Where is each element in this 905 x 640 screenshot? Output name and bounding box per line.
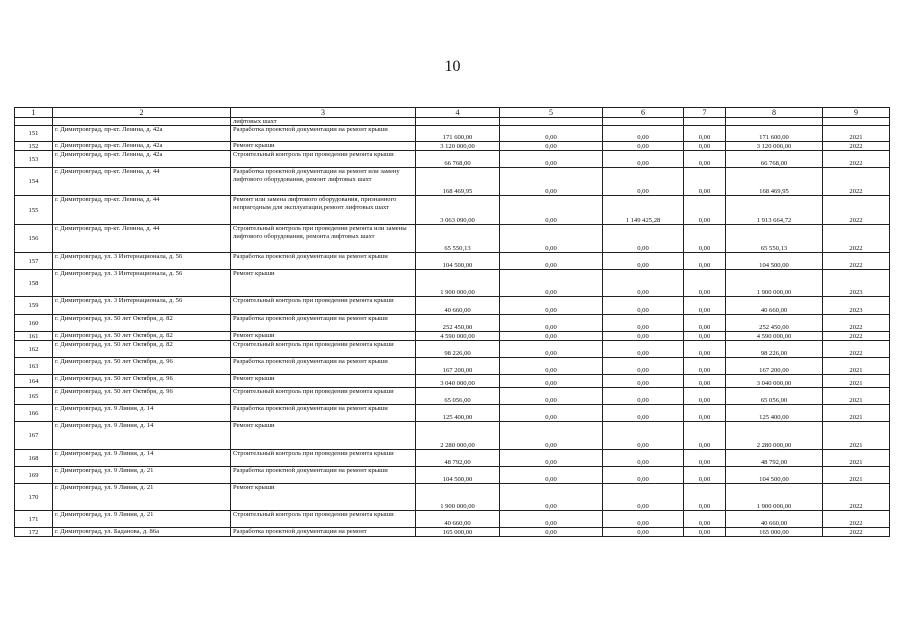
year-cell: 2022 bbox=[823, 151, 890, 168]
column-header: 1 bbox=[15, 108, 53, 118]
cost-column-7-cell: 0,00 bbox=[684, 151, 726, 168]
cost-column-6-cell: 0,00 bbox=[603, 142, 684, 151]
work-type-cell: Ремонт крыши bbox=[231, 332, 416, 341]
cost-column-6-cell: 0,00 bbox=[603, 297, 684, 315]
work-type-cell: Строительный контроль при проведении ремонта крыши bbox=[231, 341, 416, 358]
table-row bbox=[15, 168, 890, 196]
address-cell: г. Димитровград, ул. 50 лет Октября, д. 82 bbox=[53, 332, 231, 341]
row-number-cell: 156 bbox=[15, 225, 53, 253]
total-cost-cell: 104 500,00 bbox=[416, 253, 500, 270]
year-cell bbox=[823, 118, 890, 126]
address-cell: г. Димитровград, пр-кт. Ленина, д. 42а bbox=[53, 142, 231, 151]
cost-column-5-cell: 0,00 bbox=[500, 151, 603, 168]
cost-column-7-cell: 0,00 bbox=[684, 358, 726, 375]
work-type-cell: Разработка проектной документации на ремонт крыши bbox=[231, 467, 416, 484]
work-type-cell: Разработка проектной документации на ремонт крыши bbox=[231, 315, 416, 332]
year-cell: 2022 bbox=[823, 528, 890, 537]
table-row bbox=[15, 196, 890, 225]
cost-column-7-cell: 0,00 bbox=[684, 511, 726, 528]
cost-column-7-cell bbox=[684, 118, 726, 126]
row-number-cell: 151 bbox=[15, 126, 53, 142]
year-cell: 2022 bbox=[823, 341, 890, 358]
cost-column-7-cell: 0,00 bbox=[684, 270, 726, 297]
cost-column-5-cell: 0,00 bbox=[500, 297, 603, 315]
cost-column-5-cell: 0,00 bbox=[500, 484, 603, 511]
cost-column-7-cell: 0,00 bbox=[684, 297, 726, 315]
year-cell: 2023 bbox=[823, 270, 890, 297]
year-cell: 2022 bbox=[823, 315, 890, 332]
cost-column-6-cell: 0,00 bbox=[603, 422, 684, 450]
work-type-cell: Строительный контроль при проведении ремонта крыши bbox=[231, 450, 416, 467]
cost-column-8-cell: 1 900 000,00 bbox=[726, 270, 823, 297]
total-cost-cell: 2 280 000,00 bbox=[416, 422, 500, 450]
repair-registry-table bbox=[14, 107, 890, 537]
address-cell: г. Димитровград, ул. 9 Линия, д. 14 bbox=[53, 422, 231, 450]
year-cell: 2021 bbox=[823, 358, 890, 375]
cost-column-6-cell bbox=[603, 118, 684, 126]
cost-column-5-cell: 0,00 bbox=[500, 270, 603, 297]
cost-column-7-cell: 0,00 bbox=[684, 332, 726, 341]
row-number-cell: 171 bbox=[15, 511, 53, 528]
column-header: 3 bbox=[231, 108, 416, 118]
row-number-cell: 170 bbox=[15, 484, 53, 511]
total-cost-cell: 66 768,00 bbox=[416, 151, 500, 168]
year-cell: 2023 bbox=[823, 297, 890, 315]
cost-column-7-cell: 0,00 bbox=[684, 168, 726, 196]
work-type-cell: Разработка проектной документации на ремонт или замену лифтового оборудования, ремонт лифтовых шахт bbox=[231, 168, 416, 196]
registry-body bbox=[15, 118, 890, 537]
address-cell: г. Димитровград, пр-кт. Ленина, д. 44 bbox=[53, 225, 231, 253]
cost-column-7-cell: 0,00 bbox=[684, 225, 726, 253]
column-header: 5 bbox=[500, 108, 603, 118]
address-cell: г. Димитровград, ул. 9 Линия, д. 21 bbox=[53, 511, 231, 528]
table-row bbox=[15, 375, 890, 388]
total-cost-cell: 168 469,95 bbox=[416, 168, 500, 196]
work-type-cell: Разработка проектной документации на ремонт крыши bbox=[231, 253, 416, 270]
cost-column-7-cell: 0,00 bbox=[684, 450, 726, 467]
cost-column-8-cell: 125 400,00 bbox=[726, 405, 823, 422]
cost-column-6-cell: 0,00 bbox=[603, 168, 684, 196]
column-header: 2 bbox=[53, 108, 231, 118]
address-cell: г. Димитровград, ул. Баданова, д. 86а bbox=[53, 528, 231, 537]
cost-column-7-cell: 0,00 bbox=[684, 315, 726, 332]
total-cost-cell: 125 400,00 bbox=[416, 405, 500, 422]
row-number-cell: 168 bbox=[15, 450, 53, 467]
cost-column-6-cell: 0,00 bbox=[603, 315, 684, 332]
work-type-cell: Строительный контроль при проведении ремонта или замены лифтового оборудования, ремонта лифтовых шахт bbox=[231, 225, 416, 253]
table-row bbox=[15, 151, 890, 168]
column-header: 9 bbox=[823, 108, 890, 118]
cost-column-8-cell: 4 590 000,00 bbox=[726, 332, 823, 341]
row-number-cell: 167 bbox=[15, 422, 53, 450]
total-cost-cell bbox=[416, 118, 500, 126]
work-type-cell: Разработка проектной документации на ремонт крыши bbox=[231, 405, 416, 422]
address-cell: г. Димитровград, ул. 3 Интернационала, д. 56 bbox=[53, 297, 231, 315]
row-number-cell: 159 bbox=[15, 297, 53, 315]
cost-column-6-cell: 0,00 bbox=[603, 270, 684, 297]
year-cell: 2022 bbox=[823, 511, 890, 528]
cost-column-8-cell: 168 469,95 bbox=[726, 168, 823, 196]
row-number-cell: 166 bbox=[15, 405, 53, 422]
row-number-cell: 153 bbox=[15, 151, 53, 168]
year-cell: 2022 bbox=[823, 253, 890, 270]
cost-column-6-cell: 0,00 bbox=[603, 467, 684, 484]
cost-column-7-cell: 0,00 bbox=[684, 405, 726, 422]
table-row bbox=[15, 422, 890, 450]
address-cell: г. Димитровград, пр-кт. Ленина, д. 42а bbox=[53, 151, 231, 168]
address-cell: г. Димитровград, ул. 9 Линия, д. 14 bbox=[53, 405, 231, 422]
year-cell: 2022 bbox=[823, 168, 890, 196]
year-cell: 2021 bbox=[823, 375, 890, 388]
address-cell: г. Димитровград, ул. 3 Интернационала, д. 56 bbox=[53, 270, 231, 297]
address-cell: г. Димитровград, пр-кт. Ленина, д. 44 bbox=[53, 196, 231, 225]
table-row bbox=[15, 270, 890, 297]
table-row bbox=[15, 332, 890, 341]
address-cell: г. Димитровград, ул. 3 Интернационала, д. 56 bbox=[53, 253, 231, 270]
work-type-cell: Ремонт крыши bbox=[231, 270, 416, 297]
work-type-cell: Строительный контроль при проведении ремонта крыши bbox=[231, 388, 416, 405]
table-row bbox=[15, 388, 890, 405]
address-cell: г. Димитровград, пр-кт. Ленина, д. 42а bbox=[53, 126, 231, 142]
cost-column-8-cell: 3 040 000,00 bbox=[726, 375, 823, 388]
total-cost-cell: 252 450,00 bbox=[416, 315, 500, 332]
cost-column-5-cell: 0,00 bbox=[500, 405, 603, 422]
table-row bbox=[15, 225, 890, 253]
work-type-cell: Разработка проектной документации на ремонт крыши bbox=[231, 126, 416, 142]
cost-column-5-cell: 0,00 bbox=[500, 467, 603, 484]
cost-column-8-cell: 66 768,00 bbox=[726, 151, 823, 168]
cost-column-8-cell: 171 600,00 bbox=[726, 126, 823, 142]
column-header: 7 bbox=[684, 108, 726, 118]
total-cost-cell: 40 660,00 bbox=[416, 297, 500, 315]
row-number-cell: 162 bbox=[15, 341, 53, 358]
cost-column-8-cell: 40 660,00 bbox=[726, 511, 823, 528]
cost-column-6-cell: 0,00 bbox=[603, 528, 684, 537]
table-row bbox=[15, 118, 890, 126]
address-cell: г. Димитровград, ул. 50 лет Октября, д. 82 bbox=[53, 315, 231, 332]
total-cost-cell: 3 120 000,00 bbox=[416, 142, 500, 151]
cost-column-6-cell: 1 149 425,28 bbox=[603, 196, 684, 225]
address-cell: г. Димитровград, ул. 9 Линия, д. 14 bbox=[53, 450, 231, 467]
total-cost-cell: 104 500,00 bbox=[416, 467, 500, 484]
page-number: 10 bbox=[444, 58, 461, 75]
cost-column-5-cell: 0,00 bbox=[500, 126, 603, 142]
cost-column-6-cell: 0,00 bbox=[603, 484, 684, 511]
cost-column-8-cell: 1 900 000,00 bbox=[726, 484, 823, 511]
year-cell: 2022 bbox=[823, 484, 890, 511]
cost-column-5-cell: 0,00 bbox=[500, 511, 603, 528]
cost-column-7-cell: 0,00 bbox=[684, 422, 726, 450]
row-number-cell: 160 bbox=[15, 315, 53, 332]
cost-column-7-cell: 0,00 bbox=[684, 196, 726, 225]
cost-column-5-cell: 0,00 bbox=[500, 332, 603, 341]
total-cost-cell: 171 600,00 bbox=[416, 126, 500, 142]
address-cell: г. Димитровград, ул. 9 Линия, д. 21 bbox=[53, 484, 231, 511]
table-row bbox=[15, 484, 890, 511]
cost-column-5-cell: 0,00 bbox=[500, 341, 603, 358]
cost-column-6-cell: 0,00 bbox=[603, 332, 684, 341]
row-number-cell: 157 bbox=[15, 253, 53, 270]
address-cell: г. Димитровград, ул. 9 Линия, д. 21 bbox=[53, 467, 231, 484]
row-number-cell: 155 bbox=[15, 196, 53, 225]
column-number-header-row bbox=[15, 108, 890, 118]
column-header: 4 bbox=[416, 108, 500, 118]
address-cell: г. Димитровград, ул. 50 лет Октября, д. 96 bbox=[53, 358, 231, 375]
row-number-cell bbox=[15, 118, 53, 126]
row-number-cell: 154 bbox=[15, 168, 53, 196]
year-cell: 2021 bbox=[823, 422, 890, 450]
row-number-cell: 163 bbox=[15, 358, 53, 375]
work-type-cell: лифтовых шахт bbox=[231, 118, 416, 126]
row-number-cell: 172 bbox=[15, 528, 53, 537]
cost-column-8-cell: 2 280 000,00 bbox=[726, 422, 823, 450]
cost-column-8-cell: 40 660,00 bbox=[726, 297, 823, 315]
cost-column-5-cell: 0,00 bbox=[500, 388, 603, 405]
cost-column-6-cell: 0,00 bbox=[603, 388, 684, 405]
cost-column-5-cell: 0,00 bbox=[500, 225, 603, 253]
year-cell: 2021 bbox=[823, 450, 890, 467]
cost-column-6-cell: 0,00 bbox=[603, 253, 684, 270]
work-type-cell: Строительный контроль при проведении ремонта крыши bbox=[231, 511, 416, 528]
cost-column-5-cell: 0,00 bbox=[500, 375, 603, 388]
table-row bbox=[15, 405, 890, 422]
year-cell: 2021 bbox=[823, 467, 890, 484]
year-cell: 2022 bbox=[823, 332, 890, 341]
table-row bbox=[15, 511, 890, 528]
cost-column-8-cell: 165 000,00 bbox=[726, 528, 823, 537]
total-cost-cell: 3 063 090,00 bbox=[416, 196, 500, 225]
total-cost-cell: 40 660,00 bbox=[416, 511, 500, 528]
address-cell: г. Димитровград, ул. 50 лет Октября, д. 82 bbox=[53, 341, 231, 358]
cost-column-7-cell: 0,00 bbox=[684, 126, 726, 142]
work-type-cell: Ремонт крыши bbox=[231, 142, 416, 151]
cost-column-6-cell: 0,00 bbox=[603, 358, 684, 375]
work-type-cell: Ремонт крыши bbox=[231, 484, 416, 511]
cost-column-5-cell: 0,00 bbox=[500, 315, 603, 332]
table-row bbox=[15, 450, 890, 467]
cost-column-8-cell: 48 792,00 bbox=[726, 450, 823, 467]
cost-column-7-cell: 0,00 bbox=[684, 253, 726, 270]
cost-column-5-cell: 0,00 bbox=[500, 142, 603, 151]
table-row bbox=[15, 341, 890, 358]
table-row bbox=[15, 315, 890, 332]
cost-column-6-cell: 0,00 bbox=[603, 450, 684, 467]
address-cell: г. Димитровград, ул. 50 лет Октября, д. 96 bbox=[53, 375, 231, 388]
cost-column-7-cell: 0,00 bbox=[684, 142, 726, 151]
cost-column-8-cell: 98 226,00 bbox=[726, 341, 823, 358]
work-type-cell: Ремонт крыши bbox=[231, 422, 416, 450]
year-cell: 2021 bbox=[823, 388, 890, 405]
total-cost-cell: 65 056,00 bbox=[416, 388, 500, 405]
table-row bbox=[15, 358, 890, 375]
total-cost-cell: 1 900 000,00 bbox=[416, 484, 500, 511]
table-row bbox=[15, 126, 890, 142]
table-row bbox=[15, 142, 890, 151]
cost-column-8-cell: 3 120 000,00 bbox=[726, 142, 823, 151]
work-type-cell: Разработка проектной документации на ремонт крыши bbox=[231, 358, 416, 375]
row-number-cell: 169 bbox=[15, 467, 53, 484]
table-row bbox=[15, 528, 890, 537]
address-cell bbox=[53, 118, 231, 126]
total-cost-cell: 65 550,13 bbox=[416, 225, 500, 253]
cost-column-7-cell: 0,00 bbox=[684, 528, 726, 537]
cost-column-5-cell bbox=[500, 118, 603, 126]
year-cell: 2022 bbox=[823, 196, 890, 225]
row-number-cell: 164 bbox=[15, 375, 53, 388]
cost-column-6-cell: 0,00 bbox=[603, 405, 684, 422]
cost-column-7-cell: 0,00 bbox=[684, 484, 726, 511]
cost-column-8-cell: 104 500,00 bbox=[726, 253, 823, 270]
cost-column-8-cell: 252 450,00 bbox=[726, 315, 823, 332]
cost-column-7-cell: 0,00 bbox=[684, 375, 726, 388]
work-type-cell: Строительный контроль при проведении ремонта крыши bbox=[231, 297, 416, 315]
total-cost-cell: 1 900 000,00 bbox=[416, 270, 500, 297]
cost-column-8-cell: 1 913 664,72 bbox=[726, 196, 823, 225]
year-cell: 2021 bbox=[823, 126, 890, 142]
cost-column-6-cell: 0,00 bbox=[603, 511, 684, 528]
cost-column-7-cell: 0,00 bbox=[684, 341, 726, 358]
row-number-cell: 165 bbox=[15, 388, 53, 405]
total-cost-cell: 98 226,00 bbox=[416, 341, 500, 358]
table-row bbox=[15, 297, 890, 315]
total-cost-cell: 4 590 000,00 bbox=[416, 332, 500, 341]
cost-column-6-cell: 0,00 bbox=[603, 375, 684, 388]
cost-column-8-cell: 65 550,13 bbox=[726, 225, 823, 253]
table-row bbox=[15, 253, 890, 270]
year-cell: 2022 bbox=[823, 225, 890, 253]
year-cell: 2021 bbox=[823, 405, 890, 422]
table-row bbox=[15, 467, 890, 484]
cost-column-5-cell: 0,00 bbox=[500, 450, 603, 467]
cost-column-5-cell: 0,00 bbox=[500, 253, 603, 270]
total-cost-cell: 165 000,00 bbox=[416, 528, 500, 537]
cost-column-8-cell: 104 500,00 bbox=[726, 467, 823, 484]
cost-column-8-cell bbox=[726, 118, 823, 126]
cost-column-5-cell: 0,00 bbox=[500, 422, 603, 450]
cost-column-6-cell: 0,00 bbox=[603, 225, 684, 253]
address-cell: г. Димитровград, ул. 50 лет Октября, д. 96 bbox=[53, 388, 231, 405]
year-cell: 2022 bbox=[823, 142, 890, 151]
column-header: 6 bbox=[603, 108, 684, 118]
total-cost-cell: 3 040 000,00 bbox=[416, 375, 500, 388]
address-cell: г. Димитровград, пр-кт. Ленина, д. 44 bbox=[53, 168, 231, 196]
cost-column-7-cell: 0,00 bbox=[684, 467, 726, 484]
cost-column-7-cell: 0,00 bbox=[684, 388, 726, 405]
row-number-cell: 152 bbox=[15, 142, 53, 151]
cost-column-8-cell: 167 200,00 bbox=[726, 358, 823, 375]
cost-column-5-cell: 0,00 bbox=[500, 168, 603, 196]
cost-column-5-cell: 0,00 bbox=[500, 196, 603, 225]
row-number-cell: 161 bbox=[15, 332, 53, 341]
total-cost-cell: 167 200,00 bbox=[416, 358, 500, 375]
cost-column-6-cell: 0,00 bbox=[603, 151, 684, 168]
work-type-cell: Строительный контроль при проведении ремонта крыши bbox=[231, 151, 416, 168]
cost-column-6-cell: 0,00 bbox=[603, 126, 684, 142]
total-cost-cell: 48 792,00 bbox=[416, 450, 500, 467]
work-type-cell: Ремонт крыши bbox=[231, 375, 416, 388]
work-type-cell: Разработка проектной документации на ремонт bbox=[231, 528, 416, 537]
row-number-cell: 158 bbox=[15, 270, 53, 297]
cost-column-5-cell: 0,00 bbox=[500, 358, 603, 375]
cost-column-6-cell: 0,00 bbox=[603, 341, 684, 358]
work-type-cell: Ремонт или замена лифтового оборудования, признанного непригодным для эксплуатации,ремонт лифтовых шахт bbox=[231, 196, 416, 225]
column-header: 8 bbox=[726, 108, 823, 118]
cost-column-5-cell: 0,00 bbox=[500, 528, 603, 537]
cost-column-8-cell: 65 056,00 bbox=[726, 388, 823, 405]
